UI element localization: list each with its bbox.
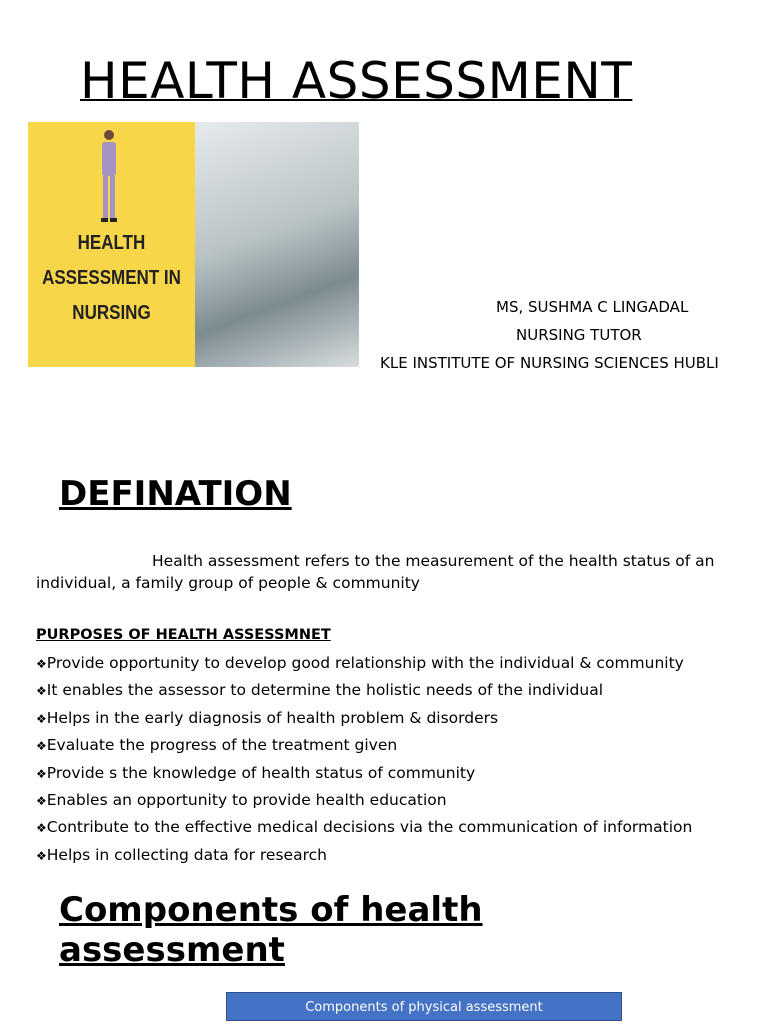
image-caption: [41, 226, 183, 331]
list-item: [36, 733, 692, 760]
diamond-bullet-icon: ❖: [36, 739, 47, 754]
diamond-bullet-icon: ❖: [36, 657, 47, 671]
purposes-list: [36, 651, 692, 870]
definition-heading: DEFINATION: [59, 474, 292, 514]
list-item: [36, 651, 692, 678]
nurse-patient-photo: [195, 122, 359, 367]
diamond-bullet-icon: ❖: [36, 821, 47, 836]
list-item-text: Enables an opportunity to provide health education: [46, 790, 447, 809]
list-item: [36, 815, 692, 842]
list-item-text: Provide s the knowledge of health status of community: [46, 763, 476, 782]
diamond-bullet-icon: ❖: [36, 848, 47, 863]
nurse-figure-icon: [94, 126, 124, 226]
purposes-heading: PURPOSES OF HEALTH ASSESSMNET: [36, 627, 331, 643]
list-item: [36, 843, 692, 870]
diamond-bullet-icon: ❖: [36, 766, 47, 781]
yellow-panel: [28, 122, 195, 367]
list-item: [36, 678, 692, 705]
list-item: [36, 761, 692, 788]
list-item-text: Contribute to the effective medical decisions via the communication of information: [46, 818, 693, 837]
list-item: [36, 706, 692, 733]
diamond-bullet-icon: ❖: [36, 793, 47, 808]
list-item-text: Evaluate the progress of the treatment given: [46, 736, 398, 755]
diamond-bullet-icon: ❖: [36, 684, 47, 699]
list-item-text: It enables the assessor to determine the holistic needs of the individual: [46, 681, 604, 700]
list-item-text: Provide opportunity to develop good relationship with the individual & community: [46, 654, 684, 672]
image-caption-line: ASSESSMENT IN: [42, 267, 181, 289]
components-box: Components of physical assessment: [226, 992, 622, 1021]
author-name: MS, SUSHMA C LINGADAL: [496, 298, 689, 316]
definition-text: Health assessment refers to the measurement of the health status of an individual, a family group of people & community: [36, 552, 715, 592]
author-role: NURSING TUTOR: [516, 326, 642, 344]
page-title: HEALTH ASSESSMENT: [80, 52, 633, 110]
cover-image: [28, 122, 359, 367]
diamond-bullet-icon: ❖: [36, 711, 47, 726]
author-institute: KLE INSTITUTE OF NURSING SCIENCES HUBLI: [380, 354, 719, 372]
list-item-text: Helps in the early diagnosis of health problem & disorders: [46, 708, 499, 727]
components-heading: Components of health assessment: [59, 890, 483, 970]
image-caption-line: HEALTH: [77, 232, 146, 254]
image-caption-line: NURSING: [72, 302, 151, 324]
list-item: [36, 788, 692, 815]
list-item-text: Helps in collecting data for research: [46, 845, 327, 864]
